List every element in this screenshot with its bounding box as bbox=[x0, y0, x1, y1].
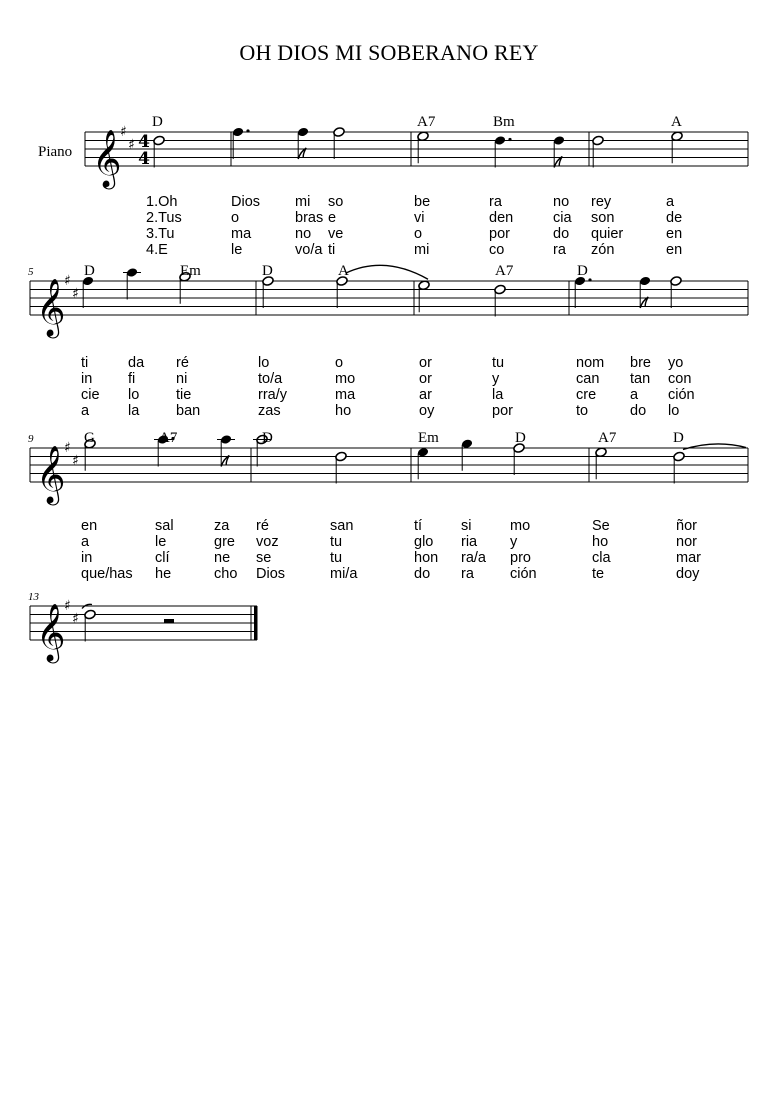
chord-symbol: A7 bbox=[598, 430, 617, 446]
treble-clef-icon: 𝄞 bbox=[36, 445, 66, 503]
lyric-syllable: san bbox=[330, 518, 354, 534]
measure-number: 13 bbox=[28, 591, 39, 603]
sharp-icon: ♯ bbox=[64, 273, 71, 289]
lyric-syllable: ción bbox=[510, 566, 537, 582]
lyric-syllable: cie bbox=[81, 387, 100, 403]
lyric-syllable: o bbox=[231, 210, 240, 226]
lyric-syllable: 1.Oh bbox=[146, 194, 178, 210]
lyric-syllable: le bbox=[155, 534, 167, 550]
chord-symbol: Em bbox=[180, 263, 201, 279]
lyric-syllable: 4.E bbox=[146, 242, 168, 258]
lyric-syllable: co bbox=[489, 242, 505, 258]
lyric-syllable: glo bbox=[414, 534, 434, 550]
lyric-syllable: bras bbox=[295, 210, 324, 226]
chord-symbol: A7 bbox=[159, 430, 178, 446]
lyric-syllable: no bbox=[553, 194, 570, 210]
lyric-syllable: Se bbox=[592, 518, 610, 534]
lyric-syllable: yo bbox=[668, 355, 684, 371]
lyric-syllable: to bbox=[576, 403, 589, 419]
lyric-syllable: ma bbox=[231, 226, 252, 242]
lyric-syllable: la bbox=[492, 387, 504, 403]
lyric-syllable: or bbox=[419, 355, 432, 371]
lyric-syllable: sal bbox=[155, 518, 174, 534]
lyric-syllable: la bbox=[128, 403, 140, 419]
chord-symbol: D bbox=[84, 263, 95, 279]
lyric-syllable: que/has bbox=[81, 566, 133, 582]
chord-symbol: D bbox=[262, 430, 273, 446]
sharp-icon: ♯ bbox=[72, 610, 79, 627]
lyric-syllable: can bbox=[576, 371, 600, 387]
lyric-syllable: lo bbox=[668, 403, 680, 419]
lyric-syllable: ción bbox=[668, 387, 695, 403]
chord-symbol: D bbox=[577, 263, 588, 279]
treble-clef-icon: 𝄞 bbox=[36, 278, 66, 336]
lyric-syllable: mar bbox=[676, 550, 701, 566]
lyric-syllable: por bbox=[492, 403, 513, 419]
lyric-syllable: ra bbox=[489, 194, 502, 210]
lyric-syllable: cho bbox=[214, 566, 238, 582]
dot bbox=[246, 129, 249, 132]
lyric-syllable: e bbox=[328, 210, 337, 226]
lyric-syllable: za bbox=[214, 518, 230, 534]
lyric-syllable: si bbox=[461, 518, 472, 534]
lyric-syllable: hon bbox=[414, 550, 439, 566]
sharp-icon: ♯ bbox=[128, 136, 135, 153]
chord-symbol: G bbox=[84, 430, 95, 446]
half-rest-icon bbox=[164, 619, 174, 623]
lyric-syllable: so bbox=[328, 194, 344, 210]
lyric-syllable: con bbox=[668, 371, 692, 387]
lyric-syllable: ban bbox=[176, 403, 201, 419]
lyric-syllable: cre bbox=[576, 387, 597, 403]
sharp-icon: ♯ bbox=[64, 598, 71, 614]
chord-symbol: D bbox=[673, 430, 684, 446]
lyric-syllable: tan bbox=[630, 371, 651, 387]
lyric-syllable: do bbox=[630, 403, 647, 419]
chord-symbol: D bbox=[262, 263, 273, 279]
lyric-syllable: te bbox=[592, 566, 605, 582]
measure-number: 5 bbox=[28, 266, 34, 278]
chord-symbol: A bbox=[338, 263, 349, 279]
lyric-syllable: se bbox=[256, 550, 272, 566]
lyric-syllable: vi bbox=[414, 210, 425, 226]
treble-clef-icon: 𝄞 bbox=[92, 129, 122, 187]
measure-number: 9 bbox=[28, 433, 34, 445]
lyric-syllable: oy bbox=[419, 403, 435, 419]
lyric-syllable: rey bbox=[591, 194, 612, 210]
lyric-syllable: ar bbox=[419, 387, 432, 403]
lyric-syllable: ra/a bbox=[461, 550, 486, 566]
sharp-icon: ♯ bbox=[72, 285, 79, 302]
lyric-syllable: den bbox=[489, 210, 514, 226]
dot bbox=[588, 278, 591, 281]
chord-symbol: Bm bbox=[493, 114, 515, 130]
sharp-icon: ♯ bbox=[64, 440, 71, 456]
lyric-syllable: tí bbox=[414, 518, 423, 534]
tie bbox=[683, 444, 746, 450]
lyric-syllable: y bbox=[510, 534, 518, 550]
lyric-syllable: ra bbox=[553, 242, 566, 258]
lyric-syllable: doy bbox=[676, 566, 700, 582]
sharp-icon: ♯ bbox=[72, 452, 79, 469]
lyric-syllable: Dios bbox=[231, 194, 261, 210]
chord-symbol: A7 bbox=[417, 114, 436, 130]
lyric-syllable: do bbox=[553, 226, 570, 242]
lyric-syllable: tu bbox=[330, 550, 343, 566]
lyric-syllable: bre bbox=[630, 355, 651, 371]
lyric-syllable: nom bbox=[576, 355, 605, 371]
chord-symbol: A7 bbox=[495, 263, 514, 279]
lyric-syllable: da bbox=[128, 355, 145, 371]
lyric-syllable: rra/y bbox=[258, 387, 287, 403]
lyric-syllable: ni bbox=[176, 371, 188, 387]
lyric-syllable: mi bbox=[295, 194, 311, 210]
lyric-syllable: quier bbox=[591, 226, 624, 242]
lyric-syllable: en bbox=[666, 226, 683, 242]
lyric-syllable: en bbox=[81, 518, 98, 534]
lyric-syllable: tu bbox=[330, 534, 343, 550]
lyric-syllable: nor bbox=[676, 534, 697, 550]
lyric-syllable: mo bbox=[335, 371, 356, 387]
lyric-syllable: lo bbox=[258, 355, 270, 371]
lyric-syllable: do bbox=[414, 566, 431, 582]
lyric-syllable: fi bbox=[128, 371, 136, 387]
lyric-syllable: ne bbox=[214, 550, 231, 566]
lyric-syllable: y bbox=[492, 371, 500, 387]
lyric-syllable: le bbox=[231, 242, 243, 258]
time-signature-top: 4 bbox=[138, 132, 150, 152]
treble-clef-icon: 𝄞 bbox=[36, 603, 66, 661]
lyric-syllable: a bbox=[666, 194, 675, 210]
lyric-syllable: mi/a bbox=[330, 566, 358, 582]
lyric-syllable: in bbox=[81, 371, 93, 387]
lyric-syllable: pro bbox=[510, 550, 531, 566]
lyric-syllable: be bbox=[414, 194, 431, 210]
lyric-syllable: ho bbox=[335, 403, 352, 419]
lyric-syllable: a bbox=[81, 534, 90, 550]
lyric-syllable: vo/a bbox=[295, 242, 323, 258]
lyric-syllable: or bbox=[419, 371, 432, 387]
lyric-syllable: ré bbox=[176, 355, 189, 371]
sharp-icon: ♯ bbox=[120, 124, 127, 140]
lyric-syllable: Dios bbox=[256, 566, 286, 582]
lyric-syllable: mi bbox=[414, 242, 430, 258]
chord-symbol: D bbox=[515, 430, 526, 446]
lyric-syllable: mo bbox=[510, 518, 531, 534]
page-title: OH DIOS MI SOBERANO REY bbox=[239, 40, 539, 65]
lyric-syllable: a bbox=[81, 403, 90, 419]
lyric-syllable: ve bbox=[328, 226, 344, 242]
lyric-syllable: voz bbox=[256, 534, 279, 550]
lyric-syllable: ré bbox=[256, 518, 269, 534]
lyric-syllable: 3.Tu bbox=[146, 226, 175, 242]
lyric-syllable: a bbox=[630, 387, 639, 403]
chord-symbol: A bbox=[671, 114, 682, 130]
lyric-syllable: cia bbox=[553, 210, 572, 226]
lyric-syllable: ho bbox=[592, 534, 609, 550]
lyric-syllable: o bbox=[414, 226, 423, 242]
dot bbox=[508, 138, 511, 141]
lyric-syllable: 2.Tus bbox=[146, 210, 182, 226]
lyric-syllable: ria bbox=[461, 534, 478, 550]
lyric-syllable: de bbox=[666, 210, 683, 226]
lyric-syllable: gre bbox=[214, 534, 235, 550]
lyric-syllable: in bbox=[81, 550, 93, 566]
lyric-syllable: no bbox=[295, 226, 312, 242]
lyric-syllable: he bbox=[155, 566, 172, 582]
lyric-syllable: ra bbox=[461, 566, 474, 582]
lyric-syllable: zas bbox=[258, 403, 281, 419]
lyric-syllable: en bbox=[666, 242, 683, 258]
lyric-syllable: clí bbox=[155, 550, 170, 566]
lyric-syllable: ti bbox=[81, 355, 89, 371]
lyric-syllable: tu bbox=[492, 355, 505, 371]
chord-symbol: Em bbox=[418, 430, 439, 446]
lyric-syllable: cla bbox=[592, 550, 611, 566]
lyric-syllable: ma bbox=[335, 387, 356, 403]
lyric-syllable: zón bbox=[591, 242, 615, 258]
time-signature-bottom: 4 bbox=[138, 149, 150, 169]
chord-symbol: D bbox=[152, 114, 163, 130]
lyric-syllable: son bbox=[591, 210, 615, 226]
lyric-syllable: ñor bbox=[676, 518, 697, 534]
lyric-syllable: tie bbox=[176, 387, 192, 403]
lyric-syllable: lo bbox=[128, 387, 140, 403]
slur bbox=[346, 265, 428, 279]
instrument-label: Piano bbox=[38, 144, 73, 160]
final-barline-thick bbox=[254, 606, 258, 640]
lyric-syllable: por bbox=[489, 226, 510, 242]
lyric-syllable: ti bbox=[328, 242, 336, 258]
lyric-syllable: o bbox=[335, 355, 344, 371]
lyric-syllable: to/a bbox=[258, 371, 283, 387]
